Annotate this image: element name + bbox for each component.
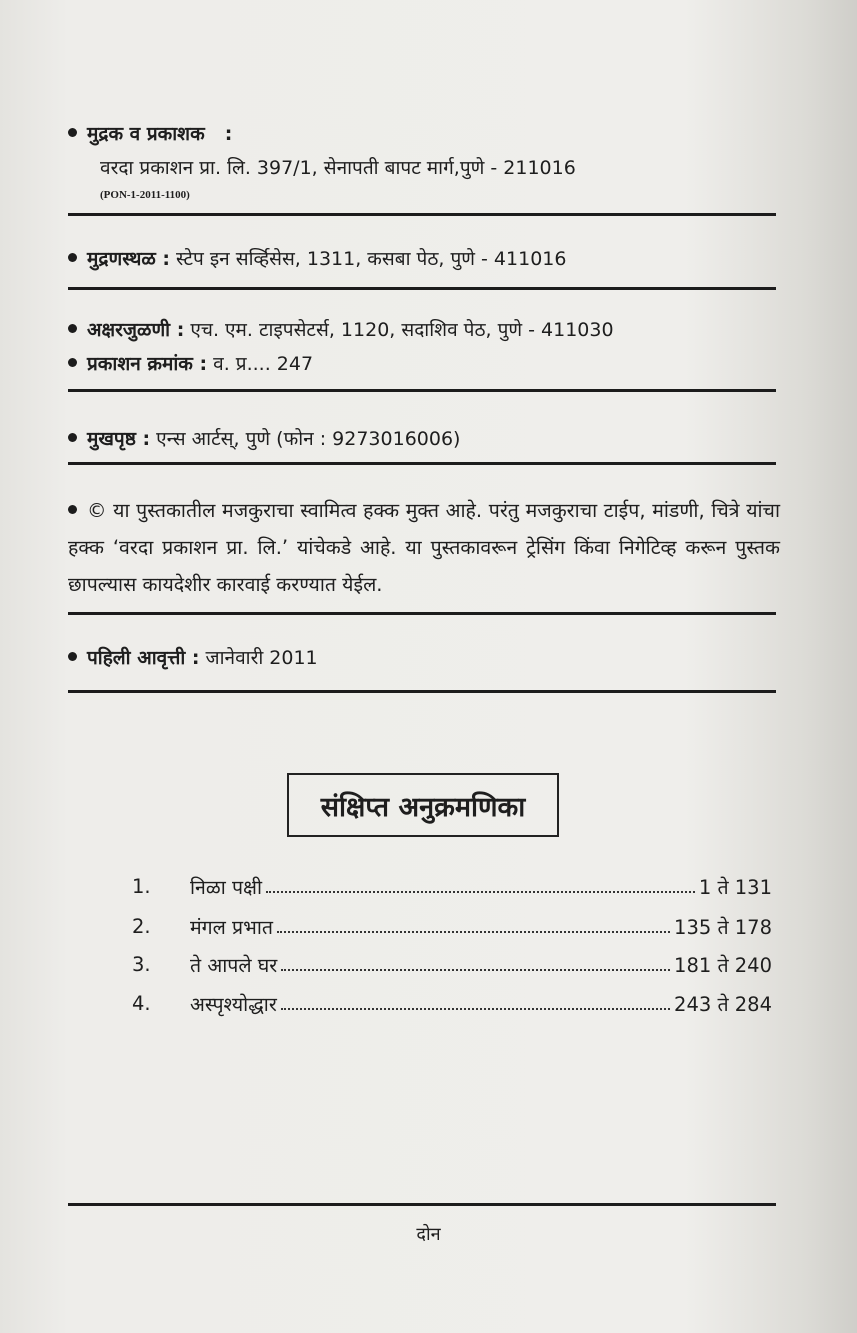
cover-row: [68, 425, 460, 451]
toc-pages: 135 ते 178: [674, 915, 772, 939]
toc-pages: 243 ते 284: [674, 992, 772, 1016]
publisher-separator: :: [224, 123, 233, 145]
divider: [68, 389, 776, 392]
bullet-icon: [68, 433, 77, 442]
divider: [68, 462, 776, 465]
printing-place-value: स्टेप इन सर्व्हिसेस, 1311, कसबा पेठ, पुणे - 411016: [176, 248, 567, 270]
copyright-notice: [68, 492, 780, 603]
divider: [68, 612, 776, 615]
toc-entry: [132, 985, 772, 1021]
copyright-text: © या पुस्तकातील मजकुराचा स्वामित्व हक्क मुक्त आहे. परंतु मजकुराचा टाईप, मांडणी, चित्रे यांचा हक्क ‘वरदा प्रकाशन प्रा. लि.’ यांचेकडे आहे. या पुस्तकावरून ट्रेसिंग किंवा निगेटिव्ह करून पुस्तक छापल्यास कायदेशीर कारवाई करण्यात येईल.: [68, 499, 780, 596]
toc-number: 1.: [132, 874, 151, 898]
toc-heading: संक्षिप्त अनुक्रमणिका: [320, 791, 526, 823]
printing-place-label: मुद्रणस्थळ :: [87, 248, 170, 270]
publication-number-value: व. प्र.... 247: [213, 353, 314, 375]
typesetting-row: [68, 316, 614, 342]
cover-label: मुखपृष्ठ :: [87, 428, 151, 450]
divider: [68, 287, 776, 290]
toc-title: ते आपले घर: [190, 953, 278, 977]
publication-number-row: [68, 350, 313, 376]
toc-title: अस्पृश्योद्धार: [190, 992, 277, 1016]
edition-label: पहिली आवृत्ती :: [87, 647, 200, 669]
footer-divider: [68, 1203, 776, 1206]
toc-leader-dots: [266, 891, 695, 893]
bullet-icon: [68, 505, 77, 514]
divider: [68, 213, 776, 216]
toc-entry: [132, 946, 772, 982]
toc-number: 2.: [132, 914, 151, 938]
divider: [68, 690, 776, 693]
typesetting-label: अक्षरजुळणी :: [87, 319, 185, 341]
toc-number: 3.: [132, 952, 151, 976]
publisher-heading: [68, 120, 232, 146]
publisher-address: वरदा प्रकाशन प्रा. लि. 397/1, सेनापती बापट मार्ग,पुणे - 211016: [100, 157, 576, 179]
toc-pages: 181 ते 240: [674, 953, 772, 977]
toc-pages: 1 ते 131: [698, 875, 772, 899]
cover-value: एन्स आर्टस्, पुणे (फोन : 9273016006): [156, 428, 461, 450]
edition-value: जानेवारी 2011: [205, 647, 318, 669]
publisher-label: मुद्रक व प्रकाशक: [87, 123, 205, 145]
toc-leader-dots: [277, 931, 670, 933]
printing-place-row: [68, 245, 566, 271]
page-number: दोन: [416, 1224, 441, 1245]
toc-number: 4.: [132, 991, 151, 1015]
publisher-code: (PON-1-2011-1100): [100, 189, 190, 201]
toc-heading-box: [287, 773, 559, 837]
typesetting-value: एच. एम. टाइपसेटर्स, 1120, सदाशिव पेठ, पुणे - 411030: [190, 319, 614, 341]
bullet-icon: [68, 253, 77, 262]
bullet-icon: [68, 128, 77, 137]
toc-entry: [132, 908, 772, 944]
bullet-icon: [68, 358, 77, 367]
toc-leader-dots: [281, 969, 670, 971]
bullet-icon: [68, 652, 77, 661]
toc-entry: [132, 868, 772, 904]
toc-title: मंगल प्रभात: [190, 915, 274, 939]
toc-title: निळा पक्षी: [190, 875, 263, 899]
publication-number-label: प्रकाशन क्रमांक :: [87, 353, 208, 375]
edition-row: [68, 644, 318, 670]
toc-leader-dots: [281, 1008, 670, 1010]
bullet-icon: [68, 324, 77, 333]
